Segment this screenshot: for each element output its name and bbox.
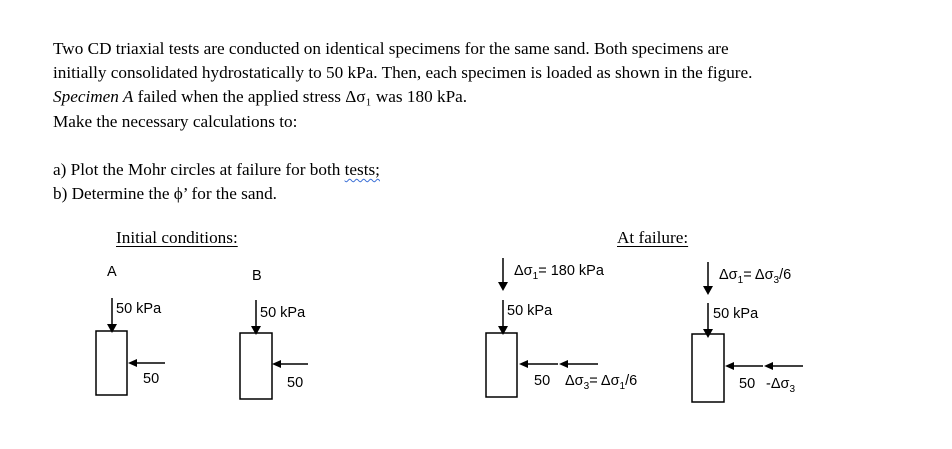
specimen-b-label: B bbox=[252, 268, 262, 284]
failure-b-delta-sigma3: $-\Delta\sigma_3$ bbox=[766, 376, 796, 395]
arrow-left-icon bbox=[764, 362, 773, 370]
problem-line-4: Make the necessary calculations to: bbox=[53, 111, 298, 131]
arrow-down-icon bbox=[498, 282, 508, 291]
initial-conditions-heading: Initial conditions: bbox=[116, 228, 238, 247]
task-a-spellcheck-word: tests; bbox=[344, 159, 380, 179]
failure-a-delta-sigma1: $\Delta\sigma_1= 180$ kPa bbox=[514, 263, 604, 282]
arrow-down-icon bbox=[703, 286, 713, 295]
arrow-left-icon bbox=[272, 360, 281, 368]
problem-line-2: initially consolidated hydrostatically to 50 kPa. Then, each specimen is loaded as shown in the figure. bbox=[53, 63, 753, 83]
failure-a-vertical-stress: 50 kPa bbox=[507, 303, 553, 319]
failure-b-delta-sigma1: $\Delta\sigma_1= \Delta\sigma_3/6$ bbox=[719, 267, 792, 286]
arrow-left-icon bbox=[128, 359, 137, 367]
failure-a-delta-sigma3: $\Delta\sigma_3= \Delta\sigma_1/6$ bbox=[565, 373, 638, 392]
failure-b-vertical-stress: 50 kPa bbox=[713, 306, 759, 322]
problem-line-1: Two CD triaxial tests are conducted on identical specimens for the same sand. Both specimens are bbox=[53, 39, 729, 58]
arrow-left-icon bbox=[559, 360, 568, 368]
specimen-b-initial-sample bbox=[240, 333, 272, 399]
problem-line-3-rest: failed when the applied stress Δσ₁ was 180 kPa. bbox=[133, 87, 468, 107]
specimen-a-initial-sample bbox=[96, 331, 127, 395]
arrow-left-icon bbox=[519, 360, 528, 368]
specimen-a-label: A bbox=[107, 264, 117, 280]
specimen-a-failure-sample bbox=[486, 333, 517, 397]
specimen-a-italic: Specimen A bbox=[53, 87, 134, 107]
specimen-b-lateral-stress: 50 bbox=[287, 375, 304, 391]
specimen-b-vertical-stress: 50 kPa bbox=[260, 305, 306, 321]
at-failure-heading: At failure: bbox=[617, 228, 689, 247]
task-a-text: a) Plot the Mohr circles at failure for both bbox=[53, 159, 345, 179]
failure-a-lateral-stress: 50 bbox=[534, 373, 551, 389]
failure-b-lateral-stress: 50 bbox=[739, 376, 756, 392]
specimen-b-failure-sample bbox=[692, 334, 724, 402]
task-b: b) Determine the ϕ’ for the sand. bbox=[53, 184, 277, 204]
specimen-a-lateral-stress: 50 bbox=[143, 371, 160, 387]
specimen-a-vertical-stress: 50 kPa bbox=[116, 301, 162, 317]
arrow-left-icon bbox=[725, 362, 734, 370]
